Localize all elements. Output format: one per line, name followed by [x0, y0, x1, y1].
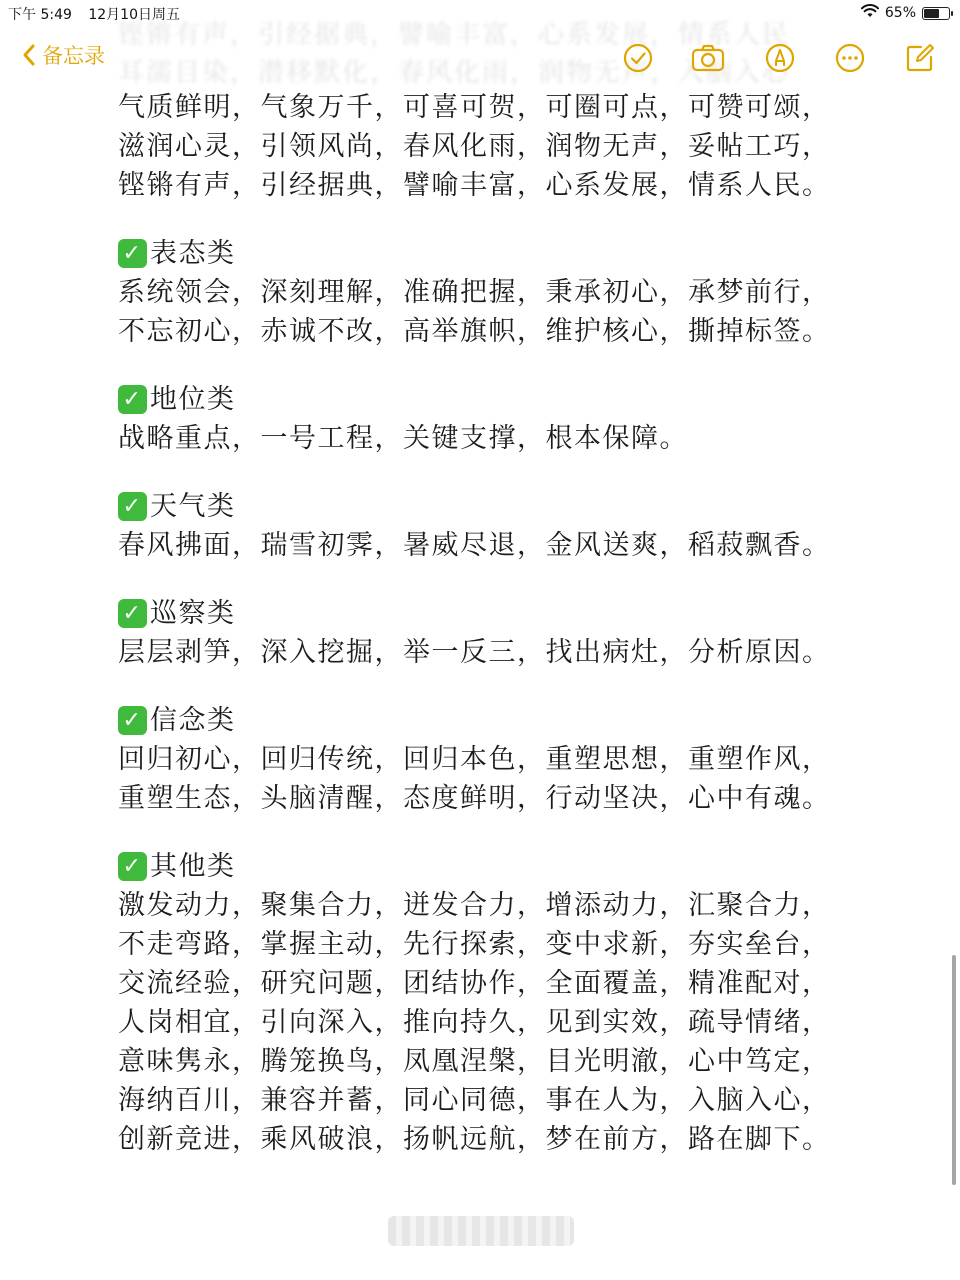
note-line: 春风拂面，瑞雪初霁，暑威尽退，金风送爽，稻菽飘香。 — [118, 530, 831, 561]
note-line: 层层剥笋，深入挖掘，举一反三，找出病灶，分析原因。 — [118, 637, 831, 668]
note-line: 激发动力，聚集合力，迸发合力，增添动力，汇聚合力， — [118, 890, 831, 921]
notes-toolbar — [0, 30, 960, 86]
section-heading — [118, 701, 878, 740]
note-line: 战略重点，一号工程，关键支撑，根本保障。 — [118, 423, 688, 454]
section-title: 天气类 — [150, 491, 236, 522]
section-title: 地位类 — [150, 384, 236, 415]
check-mark-icon: ✓ — [118, 852, 147, 881]
note-line: 气质鲜明，气象万千，可喜可贺，可圈可点，可赞可颂， — [118, 92, 831, 123]
checklist-icon[interactable] — [620, 40, 656, 76]
note-line: 海纳百川，兼容并蓄，同心同德，事在人为，入脑入心， — [118, 1085, 831, 1116]
note-line: 不走弯路，掌握主动，先行探索，变中求新，夯实垒台， — [118, 929, 831, 960]
markup-icon[interactable] — [762, 40, 798, 76]
check-mark-icon: ✓ — [118, 492, 147, 521]
check-mark-icon: ✓ — [118, 239, 147, 268]
camera-icon[interactable] — [690, 40, 726, 76]
note-section — [118, 847, 878, 1159]
section-heading — [118, 234, 878, 273]
intro-paragraph — [118, 88, 878, 205]
section-heading — [118, 594, 878, 633]
back-button[interactable] — [22, 40, 105, 70]
check-mark-icon: ✓ — [118, 385, 147, 414]
section-heading — [118, 847, 878, 886]
section-title: 巡察类 — [150, 598, 236, 629]
battery-fill — [924, 9, 939, 18]
scrollbar[interactable] — [952, 955, 956, 1185]
note-line: 人岗相宜，引向深入，推向持久，见到实效，疏导情绪， — [118, 1007, 831, 1038]
compose-icon[interactable] — [902, 40, 938, 76]
more-icon[interactable] — [832, 40, 868, 76]
section-title: 表态类 — [150, 238, 236, 269]
note-section — [118, 487, 878, 565]
back-button-label: 备忘录 — [42, 44, 105, 68]
section-heading — [118, 487, 878, 526]
note-line: 系统领会，深刻理解，准确把握，秉承初心，承梦前行， — [118, 277, 831, 308]
note-line: 意味隽永，腾笼换鸟，凤凰涅槃，目光明澈，心中笃定， — [118, 1046, 831, 1077]
note-line: 滋润心灵，引领风尚，春风化雨，润物无声，妥帖工巧， — [118, 131, 831, 162]
status-date: 12月10日周五 — [88, 7, 180, 23]
note-line: 不忘初心，赤诚不改，高举旗帜，维护核心，撕掉标签。 — [118, 316, 831, 347]
scrolled-under-text: 耳濡目染，潜移默化，春风化雨，润物无声，入脑入心 — [118, 58, 791, 88]
scrolled-under-text: 铿锵有声，引经据典，譬喻丰富，心系发展，情系人民 — [118, 20, 791, 50]
note-line: 回归初心，回归传统，回归本色，重塑思想，重塑作风， — [118, 744, 831, 775]
check-mark-icon: ✓ — [118, 706, 147, 735]
battery-percent: 65% — [884, 5, 916, 21]
note-section — [118, 380, 878, 458]
home-indicator — [388, 1216, 574, 1246]
check-mark-icon: ✓ — [118, 599, 147, 628]
wifi-icon — [861, 4, 879, 22]
status-time: 下午 5:49 — [8, 7, 72, 23]
chevron-left-icon — [22, 43, 36, 67]
section-title: 信念类 — [150, 705, 236, 736]
note-section — [118, 701, 878, 818]
note-section — [118, 594, 878, 672]
note-line: 铿锵有声，引经据典，譬喻丰富，心系发展，情系人民。 — [118, 170, 831, 201]
note-line: 创新竞进，乘风破浪，扬帆远航，梦在前方，路在脚下。 — [118, 1124, 831, 1155]
section-heading — [118, 380, 878, 419]
status-right — [861, 4, 950, 22]
note-line: 交流经验，研究问题，团结协作，全面覆盖，精准配对， — [118, 968, 831, 999]
note-body[interactable] — [118, 88, 878, 1159]
battery-icon — [922, 7, 950, 20]
section-title: 其他类 — [150, 851, 236, 882]
note-line: 重塑生态，头脑清醒，态度鲜明，行动坚决，心中有魂。 — [118, 783, 831, 814]
note-section — [118, 234, 878, 351]
